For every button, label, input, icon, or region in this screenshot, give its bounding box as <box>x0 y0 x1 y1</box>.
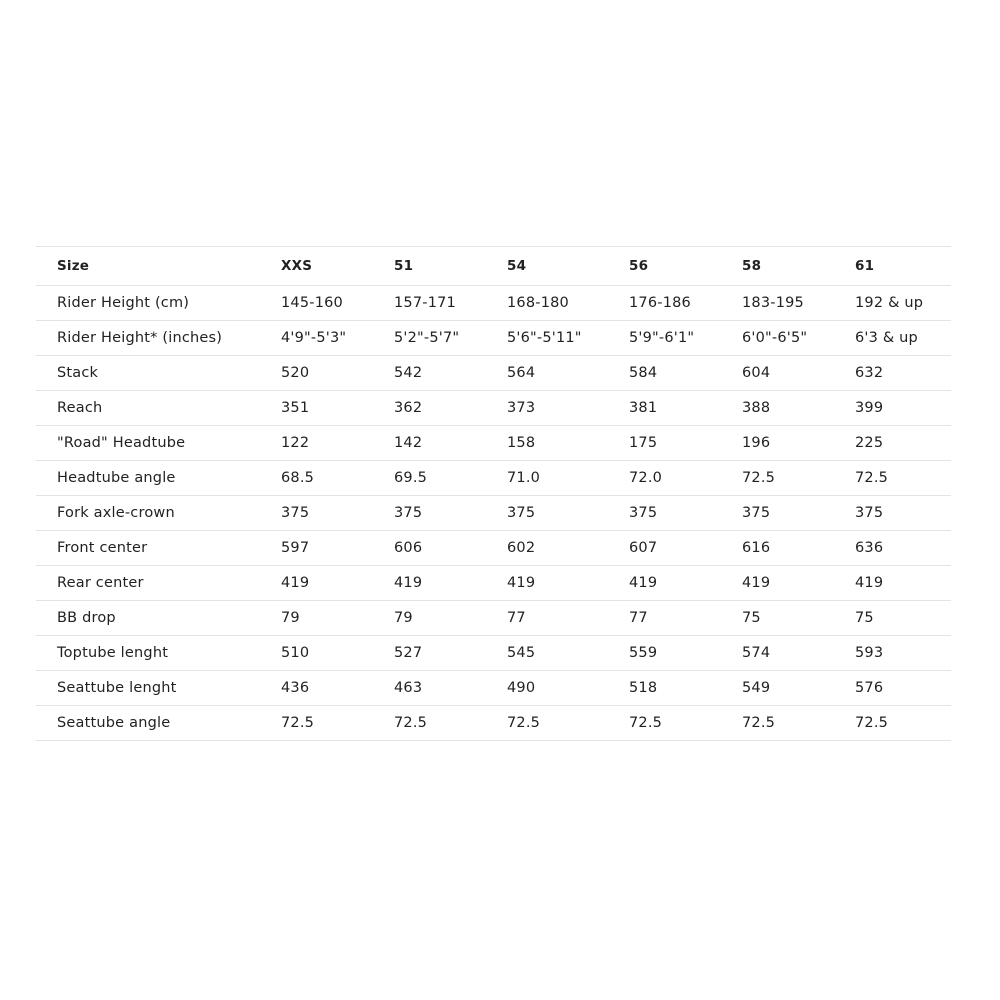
row-label: "Road" Headtube <box>36 426 281 461</box>
table-cell: 549 <box>742 671 855 706</box>
header-size-56: 56 <box>629 247 742 286</box>
table-row <box>36 356 951 391</box>
table-cell: 75 <box>742 601 855 636</box>
table-cell: 419 <box>394 566 507 601</box>
row-label: Rider Height (cm) <box>36 286 281 321</box>
table-cell: 158 <box>507 426 629 461</box>
table-cell: 419 <box>742 566 855 601</box>
table-cell: 559 <box>629 636 742 671</box>
table-cell: 362 <box>394 391 507 426</box>
row-label: Front center <box>36 531 281 566</box>
header-size-xxs: XXS <box>281 247 394 286</box>
table-cell: 597 <box>281 531 394 566</box>
table-row <box>36 496 951 531</box>
table-cell: 602 <box>507 531 629 566</box>
table-cell: 381 <box>629 391 742 426</box>
table-cell: 375 <box>629 496 742 531</box>
table-cell: 142 <box>394 426 507 461</box>
row-label: Toptube lenght <box>36 636 281 671</box>
header-size-51: 51 <box>394 247 507 286</box>
table-cell: 576 <box>855 671 951 706</box>
table-cell: 192 & up <box>855 286 951 321</box>
table-cell: 606 <box>394 531 507 566</box>
table-cell: 183-195 <box>742 286 855 321</box>
table-cell: 375 <box>855 496 951 531</box>
row-label: BB drop <box>36 601 281 636</box>
table-row <box>36 426 951 461</box>
table-cell: 72.0 <box>629 461 742 496</box>
table-cell: 225 <box>855 426 951 461</box>
table-cell: 564 <box>507 356 629 391</box>
table-cell: 373 <box>507 391 629 426</box>
table-cell: 72.5 <box>742 706 855 741</box>
table-cell: 375 <box>507 496 629 531</box>
table-cell: 375 <box>281 496 394 531</box>
table-cell: 604 <box>742 356 855 391</box>
table-cell: 176-186 <box>629 286 742 321</box>
table-cell: 520 <box>281 356 394 391</box>
table-cell: 4'9"-5'3" <box>281 321 394 356</box>
table-cell: 72.5 <box>394 706 507 741</box>
table-cell: 510 <box>281 636 394 671</box>
header-size-61: 61 <box>855 247 951 286</box>
geometry-table <box>36 246 951 741</box>
row-label: Reach <box>36 391 281 426</box>
header-size-54: 54 <box>507 247 629 286</box>
table-cell: 545 <box>507 636 629 671</box>
table-cell: 71.0 <box>507 461 629 496</box>
table-row <box>36 286 951 321</box>
table-cell: 72.5 <box>281 706 394 741</box>
row-label: Fork axle-crown <box>36 496 281 531</box>
table-cell: 145-160 <box>281 286 394 321</box>
table-cell: 399 <box>855 391 951 426</box>
table-cell: 175 <box>629 426 742 461</box>
row-label: Headtube angle <box>36 461 281 496</box>
table-cell: 527 <box>394 636 507 671</box>
table-cell: 77 <box>629 601 742 636</box>
table-cell: 584 <box>629 356 742 391</box>
table-cell: 616 <box>742 531 855 566</box>
table-row <box>36 461 951 496</box>
table-cell: 419 <box>507 566 629 601</box>
table-cell: 518 <box>629 671 742 706</box>
table-cell: 419 <box>855 566 951 601</box>
table-cell: 574 <box>742 636 855 671</box>
table-cell: 72.5 <box>855 706 951 741</box>
table-row <box>36 531 951 566</box>
table-cell: 168-180 <box>507 286 629 321</box>
table-cell: 388 <box>742 391 855 426</box>
table-cell: 5'6"-5'11" <box>507 321 629 356</box>
table-cell: 75 <box>855 601 951 636</box>
table-cell: 375 <box>742 496 855 531</box>
table-cell: 6'3 & up <box>855 321 951 356</box>
row-label: Seattube angle <box>36 706 281 741</box>
table-cell: 122 <box>281 426 394 461</box>
table-row <box>36 671 951 706</box>
table-cell: 419 <box>281 566 394 601</box>
table-cell: 636 <box>855 531 951 566</box>
table-cell: 593 <box>855 636 951 671</box>
table-cell: 72.5 <box>507 706 629 741</box>
table-cell: 375 <box>394 496 507 531</box>
table-row <box>36 636 951 671</box>
table-cell: 157-171 <box>394 286 507 321</box>
table-cell: 542 <box>394 356 507 391</box>
table-cell: 72.5 <box>629 706 742 741</box>
table-cell: 5'9"-6'1" <box>629 321 742 356</box>
table-cell: 607 <box>629 531 742 566</box>
table-row <box>36 391 951 426</box>
table-row <box>36 601 951 636</box>
table-cell: 77 <box>507 601 629 636</box>
table-header-row <box>36 247 951 286</box>
table-cell: 68.5 <box>281 461 394 496</box>
table-cell: 79 <box>394 601 507 636</box>
row-label: Stack <box>36 356 281 391</box>
table-row <box>36 706 951 741</box>
table-row <box>36 321 951 356</box>
row-label: Seattube lenght <box>36 671 281 706</box>
table-cell: 196 <box>742 426 855 461</box>
header-size: Size <box>36 247 281 286</box>
table-cell: 632 <box>855 356 951 391</box>
table-cell: 69.5 <box>394 461 507 496</box>
table-cell: 5'2"-5'7" <box>394 321 507 356</box>
table-cell: 6'0"-6'5" <box>742 321 855 356</box>
row-label: Rider Height* (inches) <box>36 321 281 356</box>
table-row <box>36 566 951 601</box>
table-cell: 419 <box>629 566 742 601</box>
header-size-58: 58 <box>742 247 855 286</box>
table-cell: 79 <box>281 601 394 636</box>
table-cell: 72.5 <box>855 461 951 496</box>
table-cell: 351 <box>281 391 394 426</box>
table-cell: 463 <box>394 671 507 706</box>
table-cell: 490 <box>507 671 629 706</box>
table-cell: 436 <box>281 671 394 706</box>
table-cell: 72.5 <box>742 461 855 496</box>
row-label: Rear center <box>36 566 281 601</box>
